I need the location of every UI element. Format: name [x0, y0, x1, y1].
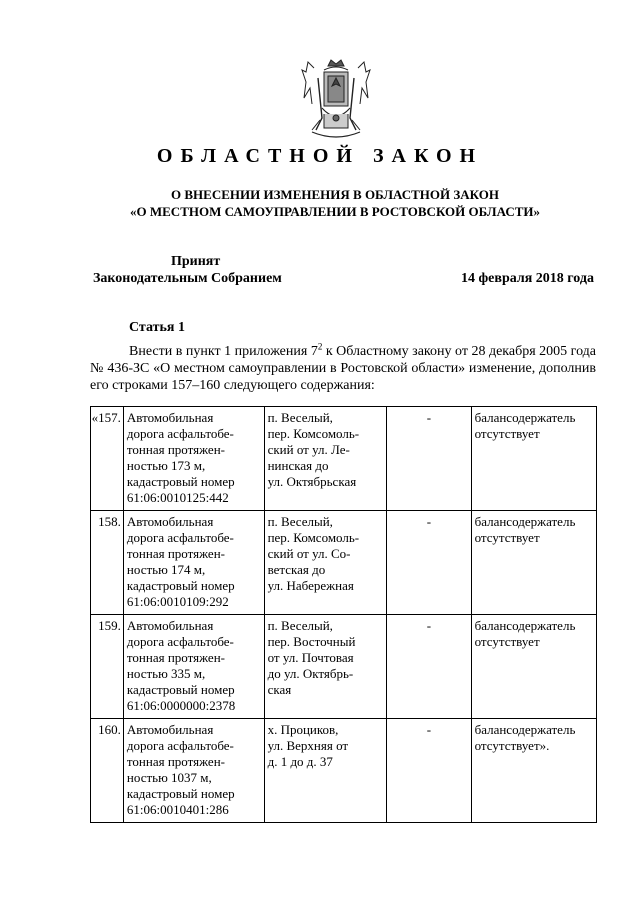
- article-heading: Статья 1: [129, 320, 185, 335]
- road-description: Автомобильная дорога асфальтобе- тонная протяжен- ностью 335 м, кадастровый номер 61:06:0000000:2378: [123, 615, 264, 719]
- paragraph-text-start: Внести в пункт 1 приложения 7: [129, 344, 318, 359]
- adoption-date: 14 февраля 2018 года: [461, 271, 594, 286]
- subtitle-line-1: О ВНЕСЕНИИ ИЗМЕНЕНИЯ В ОБЛАСТНОЙ ЗАКОН: [171, 187, 499, 202]
- empty-value-dash: -: [387, 719, 471, 823]
- adoption-block: [93, 253, 282, 287]
- road-location: п. Веселый, пер. Комсомоль- ский от ул. Со- ветская до ул. Набережная: [264, 511, 387, 615]
- table-row: [91, 407, 597, 511]
- road-location: п. Веселый, пер. Комсомоль- ский от ул. Ле- нинская до ул. Октябрьская: [264, 407, 387, 511]
- road-location: х. Проциков, ул. Верхняя от д. 1 до д. 37: [264, 719, 387, 823]
- row-number: «157.: [91, 407, 124, 511]
- empty-value-dash: -: [387, 615, 471, 719]
- road-description: Автомобильная дорога асфальтобе- тонная протяжен- ностью 173 м, кадастровый номер 61:06:0010125:442: [123, 407, 264, 511]
- adopted-by-label: Законодательным Собранием: [93, 271, 282, 286]
- paragraph-superscript: 2: [317, 341, 323, 352]
- coat-of-arms-emblem: [298, 58, 374, 142]
- empty-value-dash: -: [387, 407, 471, 511]
- balance-holder: балансодержатель отсутствует: [471, 407, 596, 511]
- row-number: 160.: [91, 719, 124, 823]
- adopted-label: Принят: [171, 254, 221, 269]
- subtitle-line-2: «О МЕСТНОМ САМОУПРАВЛЕНИИ В РОСТОВСКОЙ ОБЛАСТИ»: [130, 204, 540, 219]
- table-row: [91, 511, 597, 615]
- balance-holder: балансодержатель отсутствует: [471, 511, 596, 615]
- road-location: п. Веселый, пер. Восточный от ул. Почтовая до ул. Октябрь- ская: [264, 615, 387, 719]
- table-row: [91, 719, 597, 823]
- paragraph-text-end: к Областному закону от 28 декабря 2005 года № 436-ЗС «О местном самоуправлении в Ростовской области» изменение, дополнив его строками 157–160 следующего содержания:: [90, 344, 596, 393]
- table-row: [91, 615, 597, 719]
- row-number: 158.: [91, 511, 124, 615]
- balance-holder: балансодержатель отсутствует: [471, 615, 596, 719]
- document-title: ОБЛАСТНОЙ ЗАКОН: [156, 145, 484, 167]
- balance-holder: балансодержатель отсутствует».: [471, 719, 596, 823]
- road-description: Автомобильная дорога асфальтобе- тонная протяжен- ностью 174 м, кадастровый номер 61:06:0010109:292: [123, 511, 264, 615]
- row-number: 159.: [91, 615, 124, 719]
- document-subtitle: [0, 186, 640, 220]
- empty-value-dash: -: [387, 511, 471, 615]
- road-description: Автомобильная дорога асфальтобе- тонная протяжен- ностью 1037 м, кадастровый номер 61:06:0010401:286: [123, 719, 264, 823]
- roads-table: [90, 406, 597, 823]
- article-paragraph: [90, 343, 596, 394]
